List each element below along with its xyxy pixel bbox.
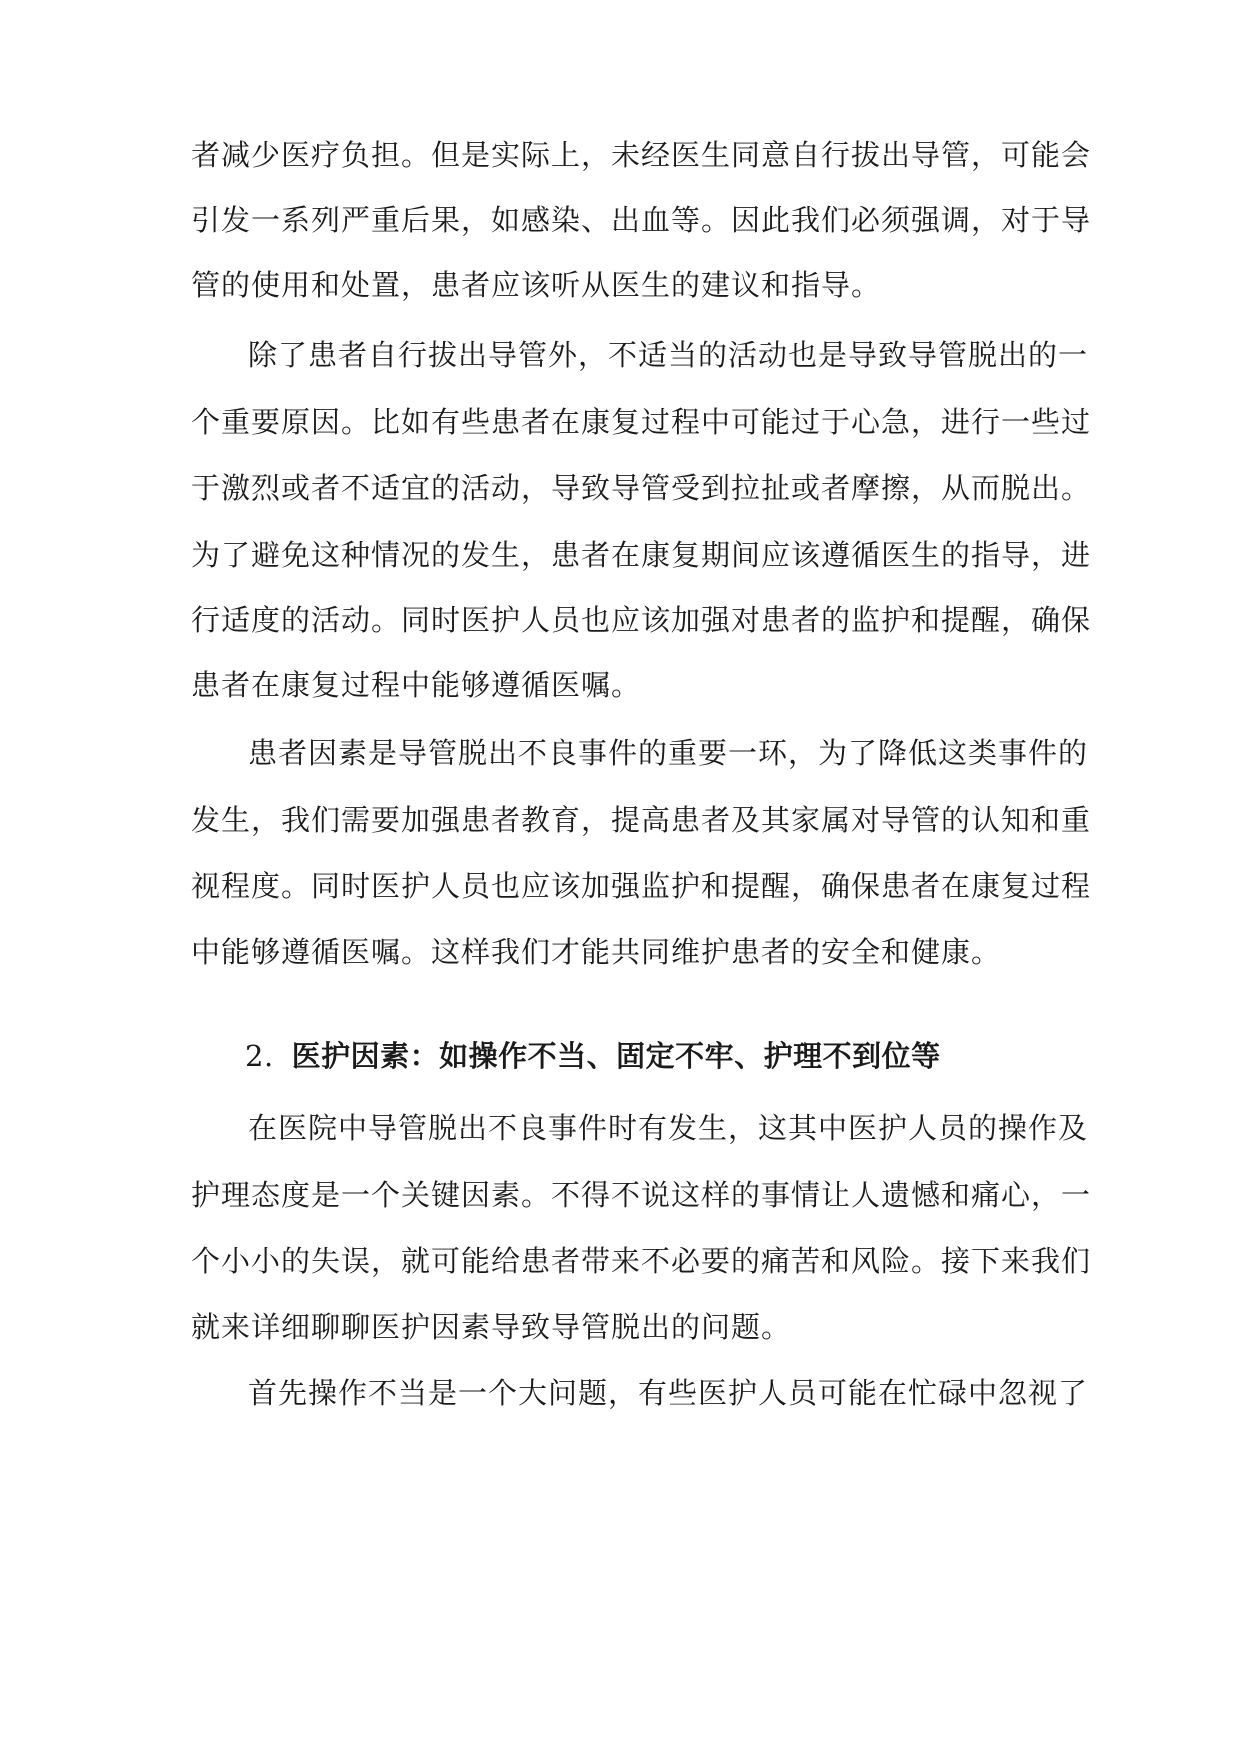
heading-number: 2. — [245, 1039, 274, 1073]
text-line: 患者在康复过程中能够遵循医嘱。 — [191, 668, 642, 702]
text-line: 视程度。同时医护人员也应该加强监护和提醒，确保患者在康复过程 — [191, 869, 1092, 903]
text-line: 在医院中导管脱出不良事件时有发生，这其中医护人员的操作及 — [248, 1111, 1089, 1145]
text-line: 为了避免这种情况的发生，患者在康复期间应该遵循医生的指导，进 — [191, 538, 1092, 572]
text-line: 发生，我们需要加强患者教育，提高患者及其家属对导管的认知和重 — [191, 803, 1092, 837]
text-line: 于激烈或者不适宜的活动，导致导管受到拉扯或者摩擦，从而脱出。 — [191, 471, 1092, 505]
text-line: 行适度的活动。同时医护人员也应该加强对患者的监护和提醒，确保 — [191, 603, 1092, 637]
text-line: 引发一系列严重后果，如感染、出血等。因此我们必须强调，对于导 — [191, 203, 1092, 237]
text-line: 首先操作不当是一个大问题，有些医护人员可能在忙碌中忽视了 — [248, 1376, 1089, 1410]
text-line: 中能够遵循医嘱。这样我们才能共同维护患者的安全和健康。 — [191, 935, 1002, 969]
text-line: 就来详细聊聊医护因素导致导管脱出的问题。 — [191, 1310, 792, 1344]
heading-text: 医护因素：如操作不当、固定不牢、护理不到位等 — [291, 1039, 941, 1073]
text-line: 护理态度是一个关键因素。不得不说这样的事情让人遗憾和痛心，一 — [191, 1178, 1092, 1212]
text-line: 者减少医疗负担。但是实际上，未经医生同意自行拔出导管，可能会 — [191, 138, 1092, 172]
text-line: 个小小的失误，就可能给患者带来不必要的痛苦和风险。接下来我们 — [191, 1244, 1092, 1278]
text-line: 患者因素是导管脱出不良事件的重要一环，为了降低这类事件的 — [248, 736, 1089, 770]
text-line: 个重要原因。比如有些患者在康复过程中可能过于心急，进行一些过 — [191, 405, 1092, 439]
text-line: 管的使用和处置，患者应该听从医生的建议和指导。 — [191, 268, 882, 302]
text-line: 除了患者自行拔出导管外，不适当的活动也是导致导管脱出的一 — [248, 338, 1089, 372]
section-heading — [245, 1036, 1075, 1076]
